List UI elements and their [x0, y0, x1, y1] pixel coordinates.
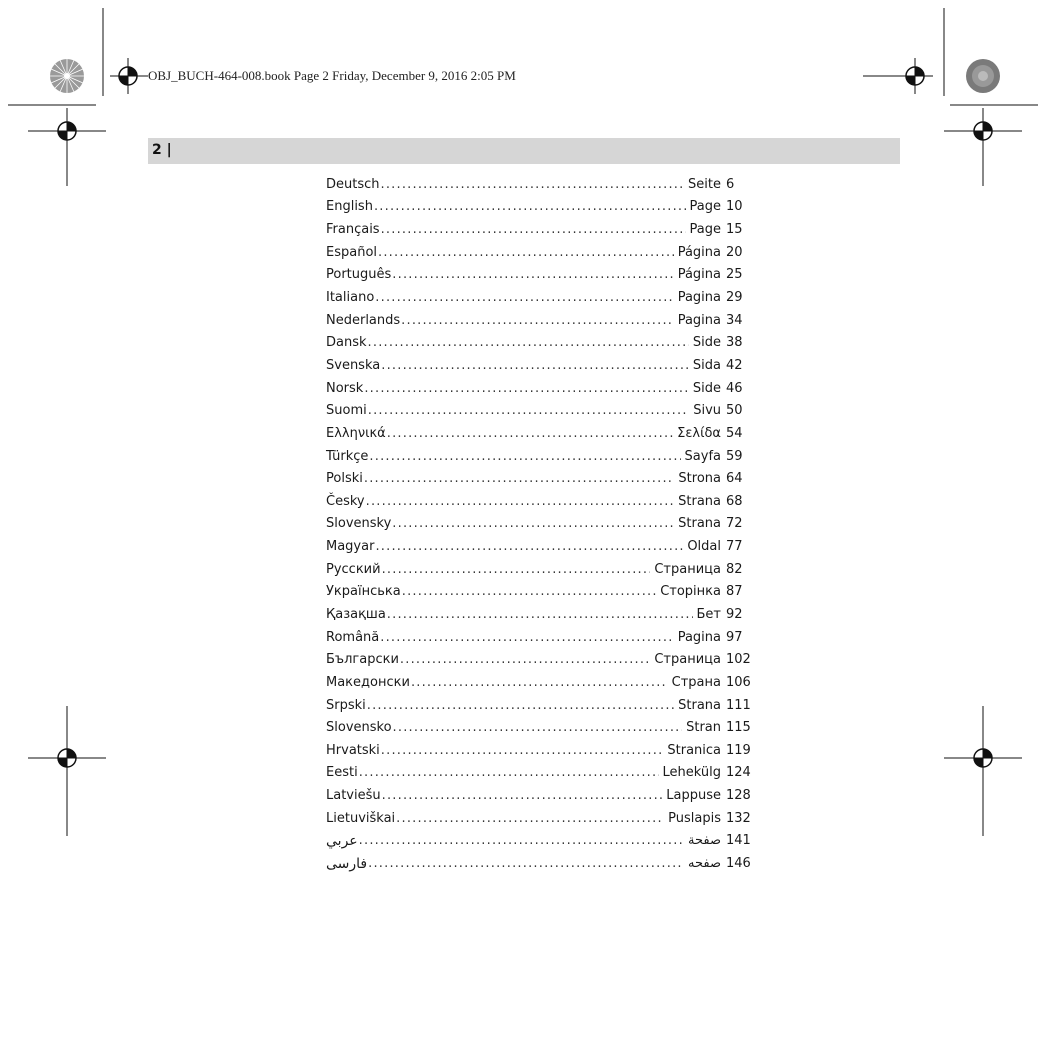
toc-language: Česky — [326, 493, 365, 509]
toc-leader-dots — [381, 222, 686, 237]
toc-page-word: Sayfa — [684, 448, 721, 464]
toc-entry — [326, 513, 766, 536]
toc-language: Slovensky — [326, 516, 392, 532]
toc-language: فارسی — [326, 855, 368, 872]
toc-page-number: 77 — [726, 539, 743, 555]
toc-entry — [326, 807, 766, 830]
toc-entry — [326, 218, 766, 241]
registration-target-icon — [110, 58, 146, 94]
toc-page-word: Página — [677, 244, 721, 260]
toc-language: Deutsch — [326, 176, 380, 192]
toc-page-number: 10 — [726, 199, 743, 215]
toc-language: Polski — [326, 471, 363, 487]
starburst-mark-icon — [48, 57, 86, 95]
toc-entry — [326, 241, 766, 264]
toc-leader-dots — [401, 313, 674, 328]
toc-language: Dansk — [326, 335, 367, 351]
toc-page-word: Бет — [696, 606, 721, 622]
toc-leader-dots — [396, 811, 664, 826]
toc-page-word: Sida — [692, 357, 721, 373]
toc-leader-dots — [359, 765, 659, 780]
toc-entry — [326, 173, 766, 196]
toc-page-word: Strona — [678, 471, 721, 487]
toc-language: Türkçe — [326, 448, 369, 464]
toc-language: Lietuviškai — [326, 810, 396, 826]
toc-page-number: 124 — [726, 765, 751, 781]
toc-page-word: Pagina — [677, 290, 721, 306]
toc-entry — [326, 331, 766, 354]
toc-leader-dots — [380, 630, 673, 645]
toc-page-number: 82 — [726, 561, 743, 577]
toc-page-word: Lappuse — [666, 788, 721, 804]
toc-leader-dots — [400, 652, 650, 667]
toc-page-word: Pagina — [677, 312, 721, 328]
toc-page-number: 97 — [726, 629, 743, 645]
toc-entry — [326, 626, 766, 649]
toc-language: Eesti — [326, 765, 358, 781]
toc-page-number: 68 — [726, 493, 743, 509]
toc-language: Ελληνικά — [326, 425, 386, 441]
toc-page-word: Side — [692, 335, 721, 351]
toc-page-word: صفحة — [688, 833, 721, 849]
toc-entry — [326, 830, 766, 853]
toc-entry — [326, 467, 766, 490]
registration-target-icon — [49, 113, 85, 149]
toc-page-number: 92 — [726, 606, 743, 622]
toc-page-number: 42 — [726, 357, 743, 373]
toc-entry — [326, 762, 766, 785]
toc-language: Italiano — [326, 290, 375, 306]
toc-page-word: Lehekülg — [662, 765, 721, 781]
toc-page-number: 102 — [726, 652, 751, 668]
toc-leader-dots — [374, 199, 686, 214]
toc-page-number: 59 — [726, 448, 743, 464]
toc-page-word: Puslapis — [668, 810, 721, 826]
toc-leader-dots — [382, 788, 663, 803]
toc-page-word: Сторінка — [660, 584, 721, 600]
toc-entry — [326, 196, 766, 219]
toc-leader-dots — [392, 516, 674, 531]
toc-entry — [326, 852, 766, 875]
toc-language: Svenska — [326, 357, 381, 373]
toc-page-number: 38 — [726, 335, 743, 351]
toc-page-word: Seite — [688, 176, 721, 192]
toc-language: Español — [326, 244, 378, 260]
toc-leader-dots — [381, 177, 685, 192]
toc-entry — [326, 445, 766, 468]
toc-language: Hrvatski — [326, 742, 380, 758]
toc-entry — [326, 422, 766, 445]
toc-leader-dots — [375, 290, 673, 305]
toc-language: Magyar — [326, 539, 375, 555]
toc-leader-dots — [364, 471, 675, 486]
toc-page-word: Sivu — [693, 403, 721, 419]
toc-page-word: Página — [677, 267, 721, 283]
toc-language: Norsk — [326, 380, 364, 396]
toc-language: Srpski — [326, 697, 366, 713]
toc-page-number: 20 — [726, 244, 743, 260]
toc-leader-dots — [369, 449, 680, 464]
registration-target-icon — [965, 113, 1001, 149]
table-of-contents — [326, 173, 766, 875]
toc-page-number: 25 — [726, 267, 743, 283]
toc-page-number: 6 — [726, 176, 735, 192]
toc-language: Македонски — [326, 674, 410, 690]
toc-page-word: Stran — [686, 720, 721, 736]
toc-entry — [326, 648, 766, 671]
toc-leader-dots — [387, 607, 693, 622]
toc-leader-dots — [378, 245, 674, 260]
registration-target-icon — [49, 740, 85, 776]
page-header-bar — [148, 138, 900, 164]
toc-entry — [326, 739, 766, 762]
toc-page-number: 54 — [726, 425, 743, 441]
toc-page-word: Strana — [678, 697, 721, 713]
registration-target-icon — [965, 740, 1001, 776]
toc-page-number: 15 — [726, 222, 743, 238]
toc-leader-dots — [364, 381, 689, 396]
toc-language: Қазақша — [326, 606, 386, 622]
toc-leader-dots — [381, 743, 664, 758]
toc-page-number: 50 — [726, 403, 743, 419]
toc-entry — [326, 399, 766, 422]
toc-page-word: Page — [689, 222, 721, 238]
toc-page-word: Page — [689, 199, 721, 215]
toc-page-number: 64 — [726, 471, 743, 487]
toc-page-word: Pagina — [677, 629, 721, 645]
toc-entry — [326, 694, 766, 717]
toc-leader-dots — [393, 720, 683, 735]
toc-leader-dots — [402, 584, 656, 599]
toc-page-word: Stranica — [667, 742, 721, 758]
toc-entry — [326, 286, 766, 309]
toc-leader-dots — [359, 833, 684, 848]
toc-entry — [326, 264, 766, 287]
toc-entry — [326, 535, 766, 558]
toc-page-number: 115 — [726, 720, 751, 736]
toc-language: Nederlands — [326, 312, 401, 328]
toc-language: Português — [326, 267, 392, 283]
toc-page-number: 146 — [726, 856, 751, 872]
toc-leader-dots — [368, 335, 689, 350]
toc-language: Français — [326, 222, 380, 238]
toc-page-word: Strana — [678, 493, 721, 509]
toc-entry — [326, 490, 766, 513]
toc-language: Українська — [326, 584, 401, 600]
toc-page-word: صفحه — [688, 856, 721, 872]
toc-leader-dots — [366, 494, 675, 509]
toc-leader-dots — [368, 403, 689, 418]
toc-leader-dots — [387, 426, 673, 441]
toc-entry — [326, 784, 766, 807]
toc-page-number: 46 — [726, 380, 743, 396]
toc-leader-dots — [375, 539, 683, 554]
toc-entry — [326, 377, 766, 400]
toc-leader-dots — [368, 856, 684, 871]
toc-language: Latviešu — [326, 788, 381, 804]
toc-entry — [326, 558, 766, 581]
book-header-line: OBJ_BUCH-464-008.book Page 2 Friday, December 9, 2016 2:05 PM — [148, 68, 516, 83]
toc-page-number: 72 — [726, 516, 743, 532]
toc-language: عربي — [326, 832, 358, 849]
toc-language: Suomi — [326, 403, 367, 419]
toc-page-number: 29 — [726, 290, 743, 306]
toc-page-number: 111 — [726, 697, 751, 713]
toc-page-word: Side — [692, 380, 721, 396]
toc-entry — [326, 671, 766, 694]
toc-entry — [326, 603, 766, 626]
toc-page-number: 132 — [726, 810, 751, 826]
page-number: 2 | — [152, 142, 172, 158]
toc-language: Български — [326, 652, 399, 668]
toc-language: Slovensko — [326, 720, 392, 736]
toc-leader-dots — [411, 675, 668, 690]
toc-page-number: 119 — [726, 742, 751, 758]
toc-page-word: Strana — [678, 516, 721, 532]
toc-language: English — [326, 199, 373, 215]
color-wheel-mark-icon — [964, 57, 1002, 95]
toc-page-number: 106 — [726, 674, 751, 690]
toc-entry — [326, 309, 766, 332]
toc-entry — [326, 354, 766, 377]
toc-page-number: 87 — [726, 584, 743, 600]
toc-page-word: Σελίδα — [677, 425, 721, 441]
toc-page-number: 141 — [726, 833, 751, 849]
toc-page-word: Страница — [654, 561, 721, 577]
toc-entry — [326, 581, 766, 604]
toc-page-number: 34 — [726, 312, 743, 328]
toc-leader-dots — [367, 698, 674, 713]
toc-language: Русский — [326, 561, 381, 577]
toc-entry — [326, 716, 766, 739]
toc-page-word: Страница — [654, 652, 721, 668]
toc-page-word: Oldal — [687, 539, 721, 555]
toc-page-number: 128 — [726, 788, 751, 804]
toc-page-word: Страна — [671, 674, 721, 690]
registration-target-icon — [897, 58, 933, 94]
toc-leader-dots — [392, 267, 673, 282]
toc-leader-dots — [382, 562, 651, 577]
toc-leader-dots — [381, 358, 689, 373]
toc-language: Română — [326, 629, 380, 645]
